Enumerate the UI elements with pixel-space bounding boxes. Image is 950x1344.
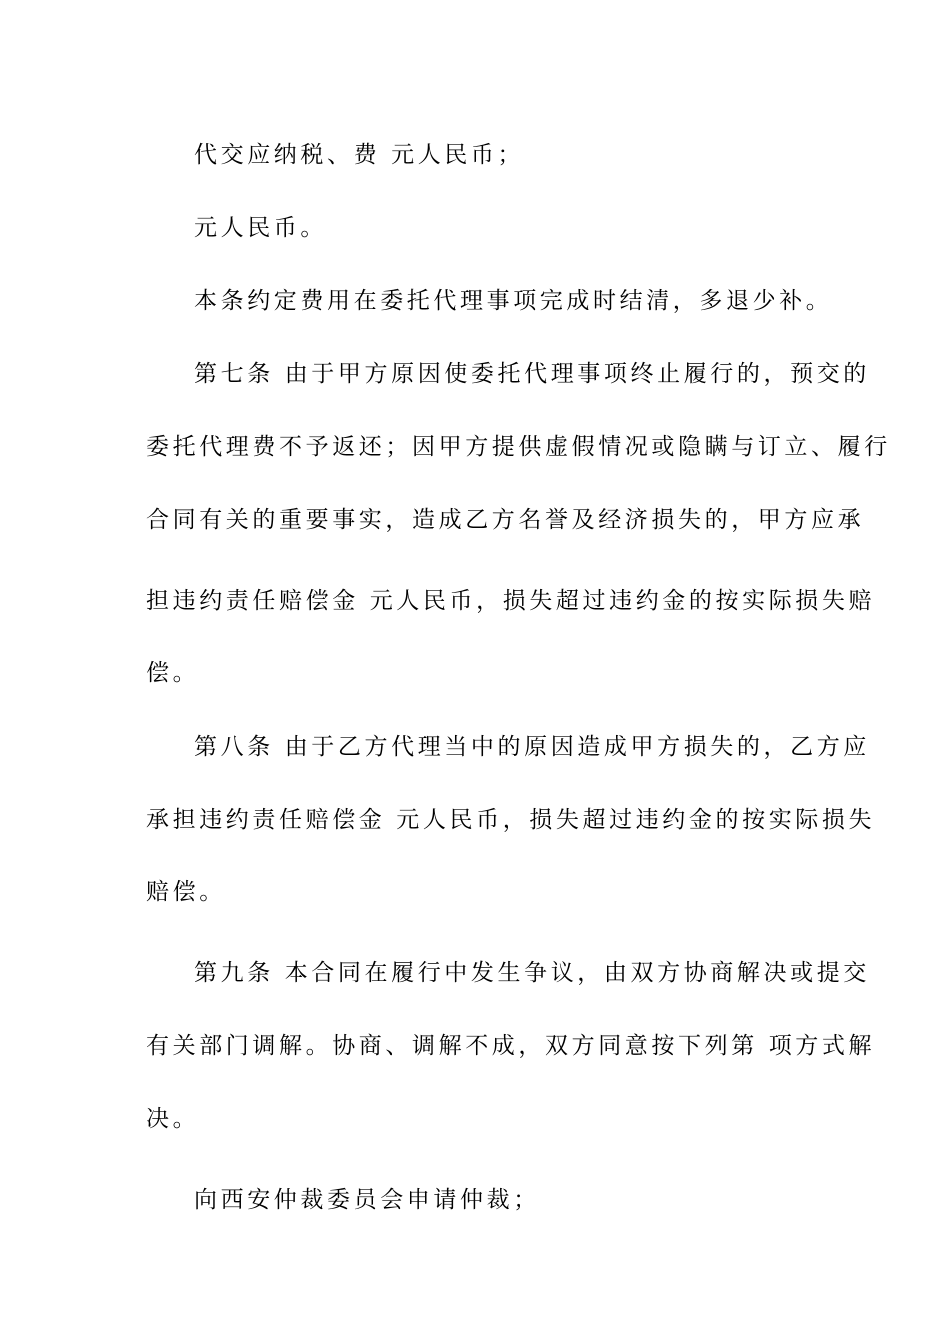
arbitration-line: 向西安仲裁委员会申请仲裁；	[194, 1187, 540, 1213]
article-9-line-2: 有关部门调解。协商、调解不成，双方同意按下列第 项方式解	[146, 1033, 876, 1059]
article-8-line-2: 承担违约责任赔偿金 元人民币，损失超过违约金的按实际损失	[146, 807, 876, 833]
text-line-3: 本条约定费用在委托代理事项完成时结清，多退少补。	[194, 288, 833, 314]
article-8-line-3: 赔偿。	[146, 879, 226, 905]
article-7-line-2: 委托代理费不予返还；因甲方提供虚假情况或隐瞒与订立、履行	[146, 434, 891, 460]
text-line-1: 代交应纳税、费 元人民币；	[194, 142, 525, 168]
article-7-line-5: 偿。	[146, 660, 200, 686]
article-8-line-1: 第八条 由于乙方代理当中的原因造成甲方损失的，乙方应	[194, 734, 870, 760]
article-9-line-3: 决。	[146, 1106, 200, 1132]
article-9-line-1: 第九条 本合同在履行中发生争议，由双方协商解决或提交	[194, 960, 870, 986]
article-7-line-3: 合同有关的重要事实，造成乙方名誉及经济损失的，甲方应承	[146, 507, 865, 533]
article-7-line-1: 第七条 由于甲方原因使委托代理事项终止履行的，预交的	[194, 361, 870, 387]
article-7-line-4: 担违约责任赔偿金 元人民币，损失超过违约金的按实际损失赔	[146, 588, 876, 614]
text-line-2: 元人民币。	[194, 215, 327, 241]
